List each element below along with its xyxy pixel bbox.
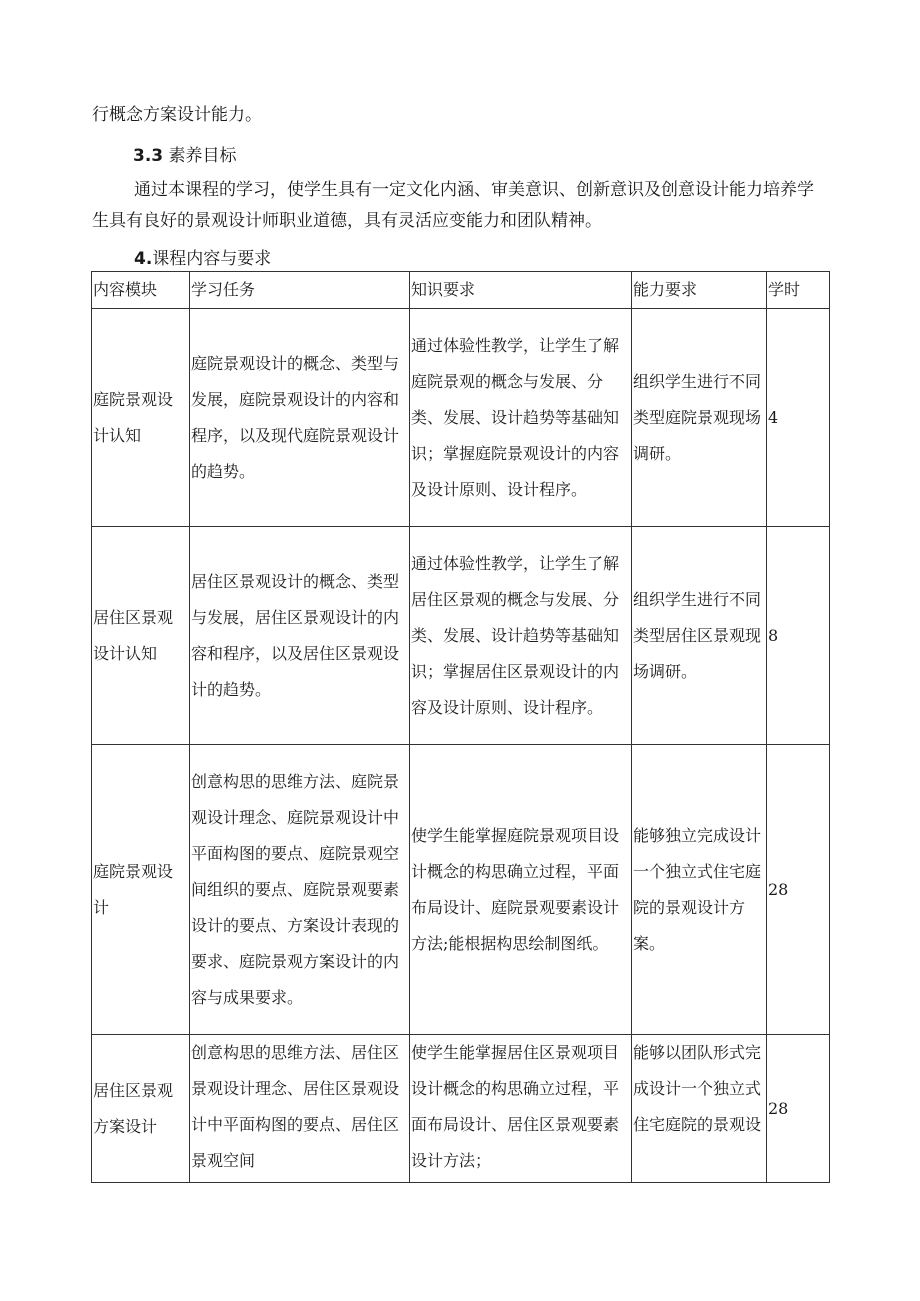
- cell-module: 庭院景观设计认知: [92, 309, 190, 527]
- intro-tail-text: 行概念方案设计能力。: [92, 105, 262, 125]
- table-row: [92, 309, 830, 527]
- cell-ability: 组织学生进行不同类型居住区景观现场调研。: [632, 527, 767, 745]
- cell-hours: 28: [767, 1035, 830, 1183]
- cell-knowledge: 通过体验性教学，让学生了解居住区景观的概念与发展、分类、发展、设计趋势等基础知识；掌握居住区景观设计的内容及设计原则、设计程序。: [410, 527, 632, 745]
- section-4-title: 课程内容与要求: [152, 249, 272, 269]
- cell-task: 创意构思的思维方法、居住区景观设计理念、居住区景观设计中平面构图的要点、居住区景观空间: [190, 1035, 410, 1183]
- cell-hours: 28: [767, 745, 830, 1035]
- cell-knowledge: 使学生能掌握居住区景观项目设计概念的构思确立过程，平面布局设计、居住区景观要素设计方法；: [410, 1035, 632, 1183]
- cell-hours: 4: [767, 309, 830, 527]
- cell-knowledge: 通过体验性教学，让学生了解庭院景观的概念与发展、分类、发展、设计趋势等基础知识；掌握庭院景观设计的内容及设计原则、设计程序。: [410, 309, 632, 527]
- header-task: 学习任务: [190, 272, 410, 309]
- course-content-table: [91, 271, 830, 1183]
- cell-module: 居住区景观方案设计: [92, 1035, 190, 1183]
- section-4-heading: [134, 247, 271, 271]
- cell-hours: 8: [767, 527, 830, 745]
- cell-ability: 能够以团队形式完成设计一个独立式住宅庭院的景观设: [632, 1035, 767, 1183]
- section-3-3-heading: [133, 144, 237, 168]
- cell-module: 庭院景观设计: [92, 745, 190, 1035]
- table-row: [92, 1035, 830, 1183]
- header-hours: 学时: [767, 272, 830, 309]
- paragraph-line-2: 生具有良好的景观设计师职业道德，具有灵活应变能力和团队精神。: [92, 211, 602, 231]
- cell-task: 创意构思的思维方法、庭院景观设计理念、庭院景观设计中平面构图的要点、庭院景观空间组织的要点、庭院景观要素设计的要点、方案设计表现的要求、庭院景观方案设计的内容与成果要求。: [190, 745, 410, 1035]
- cell-ability: 能够独立完成设计一个独立式住宅庭院的景观设计方案。: [632, 745, 767, 1035]
- table-header-row: [92, 272, 830, 309]
- cell-knowledge: 使学生能掌握庭院景观项目设计概念的构思确立过程，平面布局设计、庭院景观要素设计方法;能根据构思绘制图纸。: [410, 745, 632, 1035]
- header-module: 内容模块: [92, 272, 190, 309]
- cell-ability: 组织学生进行不同类型庭院景观现场调研。: [632, 309, 767, 527]
- table-row: [92, 527, 830, 745]
- header-knowledge: 知识要求: [410, 272, 632, 309]
- section-3-3-number: 3.3: [133, 146, 164, 166]
- cell-task: 居住区景观设计的概念、类型与发展，居住区景观设计的内容和程序，以及居住区景观设计的趋势。: [190, 527, 410, 745]
- section-3-3-title: 素养目标: [168, 146, 237, 166]
- cell-task: 庭院景观设计的概念、类型与发展，庭院景观设计的内容和程序，以及现代庭院景观设计的趋势。: [190, 309, 410, 527]
- cell-module: 居住区景观设计认知: [92, 527, 190, 745]
- table-row: [92, 745, 830, 1035]
- header-ability: 能力要求: [632, 272, 767, 309]
- paragraph-line-1: 通过本课程的学习，使学生具有一定文化内涵、审美意识、创新意识及创意设计能力培养学: [134, 180, 814, 200]
- section-4-number: 4.: [134, 249, 153, 269]
